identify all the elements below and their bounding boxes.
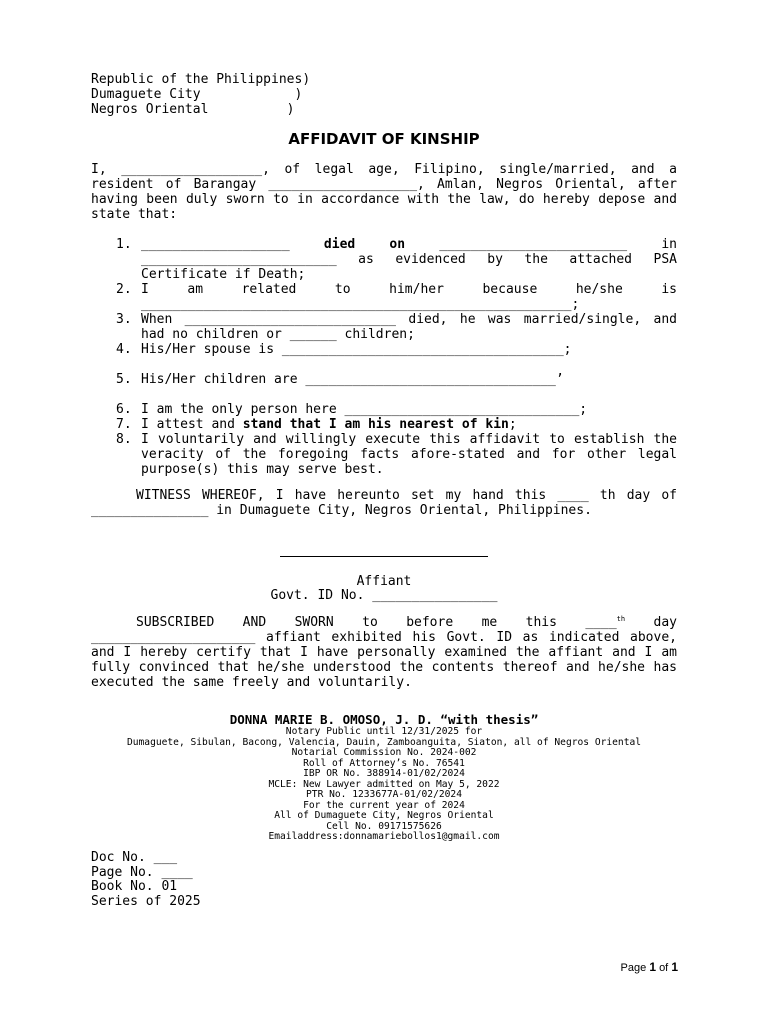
venue-line-province: Negros Oriental ): [91, 102, 295, 117]
superscript-th: th: [616, 615, 626, 623]
notary-line: Cell No. 09171575626: [326, 820, 442, 832]
list-text: I am the only person here ______________________________;: [141, 402, 588, 417]
list-text: ;: [508, 417, 517, 432]
notary-line: PTR No. 1233677A-01/02/2024: [306, 789, 462, 800]
jurat-text: day _____________________ affiant exhibited his Govt. ID as indicated above, and I hereby certify that I have personally examined the affiant and I am fully convinced that he/she understood the contents thereof and he/she has executed the same freely and voluntarily.: [91, 615, 678, 690]
notary-name: DONNA MARIE B. OMOSO, J. D. “with thesis”: [229, 712, 539, 727]
list-text: I voluntarily and willingly execute this affidavit to establish the veracity of the foregoing facts afore-stated and for other legal purpose(s) this may serve best.: [141, 432, 677, 477]
page-number: Page No. ____: [91, 864, 193, 880]
doc-number: Doc No. ___: [91, 850, 178, 865]
list-item: [116, 342, 677, 357]
list-number: 4.: [116, 342, 132, 357]
list-item: [116, 432, 677, 477]
venue-line-republic: Republic of the Philippines): [91, 72, 311, 87]
list-number: 5.: [116, 372, 132, 387]
notary-line: For the current year of 2024: [303, 799, 465, 811]
notary-line: Notarial Commission No. 2024-002: [291, 747, 477, 758]
statement-list: [116, 237, 677, 477]
list-text: His/Her children are ________________________________’: [141, 372, 564, 387]
witness-text: WITNESS WHEREOF, I have hereunto set my hand this ____ th day of _______________ in Dumaguete City, Negros Oriental, Philippines.: [91, 488, 677, 518]
list-number: 2.: [116, 282, 132, 297]
jurat-text: SUBSCRIBED AND SWORN to before me this ____: [136, 615, 617, 630]
intro-paragraph: I, __________________, of legal age, Filipino, single/married, and a resident of Barangay ___________________, Amlan, Negros Oriental, after having been duly sworn to in accordance with the law, do hereby depose and state that:: [91, 162, 677, 222]
govt-id-line: Govt. ID No. ________________: [270, 588, 498, 603]
list-text: I am related to him/her because he/she is _______________________________________________________;: [141, 282, 677, 312]
list-item: [116, 282, 677, 312]
list-text: ___________________: [141, 237, 324, 252]
notary-line: All of Dumaguete City, Negros Oriental: [274, 810, 494, 821]
venue-block: [91, 72, 310, 117]
footer-of-word: of: [659, 962, 669, 974]
notarial-register-block: [91, 851, 201, 909]
list-item: [116, 402, 677, 417]
list-text: ________________________ in _________________________ as evidenced by the attached PSA Certificate if Death;: [141, 237, 677, 282]
list-number: 6.: [116, 402, 132, 417]
list-item: [116, 312, 677, 342]
footer-page-word: Page: [620, 962, 647, 974]
book-number: Book No. 01: [91, 879, 178, 894]
notary-line: Notary Public until 12/31/2025 for: [285, 726, 483, 737]
affiant-signature-line: [280, 556, 488, 557]
list-bold-text: stand that I am his nearest of kin: [242, 417, 509, 432]
venue-line-city: Dumaguete City ): [91, 87, 303, 102]
page-footer: [621, 960, 678, 974]
affiant-label: Affiant: [356, 574, 412, 589]
list-item: [116, 237, 677, 282]
list-number: 8.: [116, 432, 132, 447]
footer-current-page: 1: [649, 960, 656, 974]
notary-line: Dumaguete, Sibulan, Bacong, Valencia, Dauin, Zamboanguita, Siaton, all of Negros Oriental: [126, 736, 642, 748]
notary-line: MCLE: New Lawyer admitted on May 5, 2022: [268, 778, 500, 790]
notary-email: Emailaddress:donnamariebollos1@gmail.com: [268, 831, 500, 842]
list-bold-text: died on: [323, 237, 406, 252]
list-number: 1.: [116, 237, 132, 252]
notary-line: Roll of Attorney’s No. 76541: [303, 757, 465, 769]
list-number: 3.: [116, 312, 132, 327]
series-year: Series of 2025: [91, 893, 201, 909]
jurat-paragraph: [91, 615, 677, 690]
list-item: [116, 372, 677, 387]
document-title: AFFIDAVIT OF KINSHIP: [288, 130, 480, 148]
list-text: When ___________________________ died, he was married/single, and had no children or ______ children;: [141, 312, 677, 342]
list-text: I attest and: [141, 417, 243, 432]
notary-block: [100, 712, 668, 843]
list-text: His/Her spouse is ____________________________________;: [141, 342, 572, 357]
list-item: [116, 417, 677, 432]
footer-total-pages: 1: [671, 960, 678, 974]
witness-paragraph: [91, 488, 677, 518]
list-number: 7.: [116, 417, 132, 432]
notary-line: IBP OR No. 388914-01/02/2024: [303, 768, 465, 779]
